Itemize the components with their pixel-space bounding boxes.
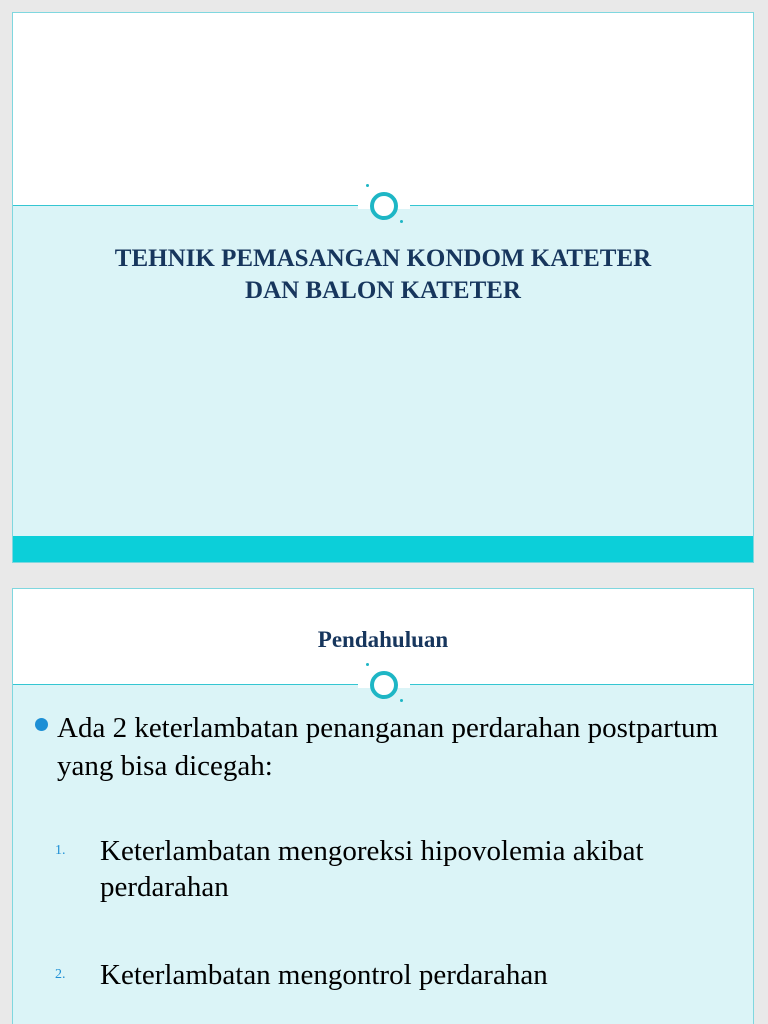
title-line-2: DAN BALON KATETER	[245, 277, 521, 304]
slide-heading: Pendahuluan	[317, 627, 449, 652]
bullet-text: Ada 2 keterlambatan penanganan perdarahan postpartum yang bisa dicegah:	[57, 712, 719, 782]
slide-header-area	[13, 13, 753, 205]
slide-title	[13, 243, 753, 307]
item-text: Keterlambatan mengoreksi hipovolemia akibat perdarahan	[100, 835, 644, 903]
title-line-1: TEHNIK PEMASANGAN KONDOM KATETER	[114, 245, 652, 272]
title-slide[interactable]	[12, 12, 754, 563]
item-number: 2.	[55, 967, 66, 982]
ring-dot-icon	[400, 220, 403, 223]
item-number: 1.	[55, 843, 66, 858]
ring-icon	[370, 671, 398, 699]
ring-dot-icon	[366, 663, 369, 666]
slide-bottom-bar	[13, 536, 753, 562]
ring-dot-icon	[400, 699, 403, 702]
ring-dot-icon	[366, 184, 369, 187]
ring-icon	[370, 192, 398, 220]
bullet-dot-icon	[35, 718, 48, 731]
content-slide[interactable]	[12, 588, 754, 1024]
item-text: Keterlambatan mengontrol perdarahan	[100, 959, 548, 991]
